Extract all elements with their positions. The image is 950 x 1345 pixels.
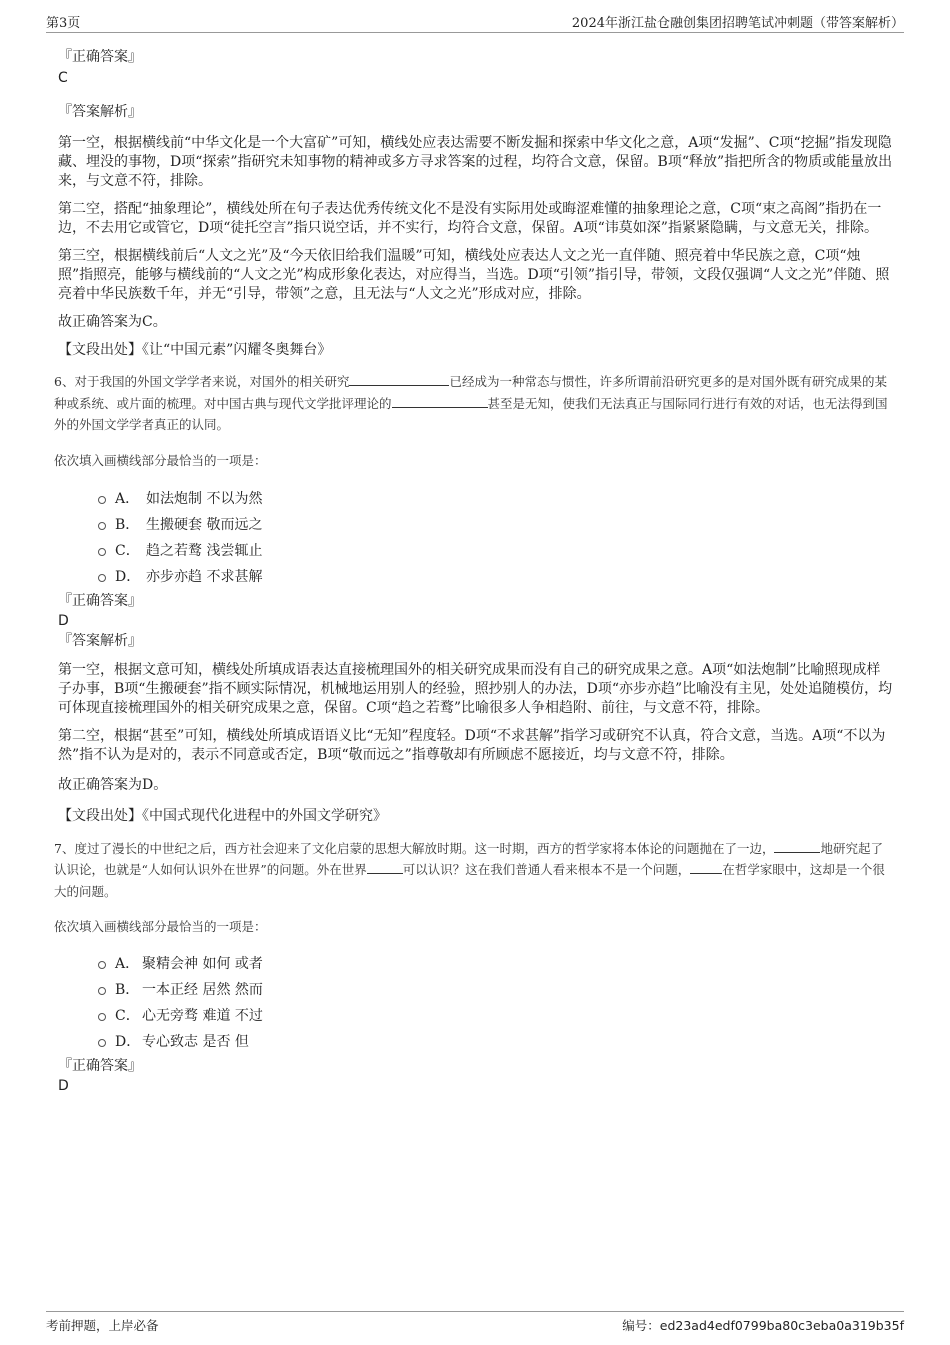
correct-answer-value: C bbox=[58, 70, 68, 86]
option-list bbox=[58, 486, 894, 590]
fill-blank bbox=[392, 393, 488, 408]
correct-answer-value: D bbox=[58, 1078, 69, 1094]
question-prompt: 依次填入画横线部分最恰当的一项是： bbox=[54, 919, 267, 934]
option-b[interactable]: B． 一本正经 居然 然而 bbox=[58, 977, 894, 1003]
question-stem: 6、对于我国的外国文学学者来说，对国外的相关研究 已经成为一种常态与惯性，许多所谓前沿研究更多的是对国外既有研究成果的某种或系统、或片面的梳理。对中国古典与现代文学批评理论的 甚至是无知，使我们无法真正与国际同行进行有效的对话，也无法得到国外的外国文学学者真正的认同。 bbox=[54, 371, 894, 436]
fill-blank bbox=[774, 838, 820, 853]
radio-button[interactable] bbox=[98, 548, 106, 556]
option-c[interactable]: C． 趋之若鹜 浅尝辄止 bbox=[58, 538, 894, 564]
correct-answer-label: 『正确答案』 bbox=[58, 592, 142, 609]
radio-button[interactable] bbox=[98, 496, 106, 504]
radio-button[interactable] bbox=[98, 987, 106, 995]
fill-blank bbox=[349, 371, 449, 386]
fill-blank bbox=[690, 859, 722, 874]
analysis-conclusion: 故正确答案为C。 bbox=[58, 314, 167, 330]
option-b[interactable]: B． 生搬硬套 敬而远之 bbox=[58, 512, 894, 538]
option-a[interactable]: A． 如法炮制 不以为然 bbox=[58, 486, 894, 512]
radio-button[interactable] bbox=[98, 522, 106, 530]
page-content bbox=[54, 44, 894, 1096]
passage-source: 【文段出处】《让“中国元素”闪耀冬奥舞台》 bbox=[58, 342, 332, 358]
option-list bbox=[58, 951, 894, 1055]
correct-answer-label: 『正确答案』 bbox=[58, 49, 142, 65]
option-d[interactable]: D． 专心致志 是否 但 bbox=[58, 1029, 894, 1055]
analysis-conclusion: 故正确答案为D。 bbox=[58, 776, 168, 793]
option-d[interactable]: D． 亦步亦趋 不求甚解 bbox=[58, 564, 894, 590]
analysis-paragraph: 第一空，根据横线前“中华文化是一个大富矿”可知，横线处应表达需要不断发掘和探索中华文化之意，A项“发掘”、C项“挖掘”指发现隐藏、埋没的事物，D项“探索”指研究未知事物的精神或多方寻求答案的过程，均符合文意，保留。B项“释放”指把所含的物质或能量放出来，与文意不符，排除。 bbox=[58, 135, 893, 189]
option-c[interactable]: C． 心无旁骛 难道 不过 bbox=[58, 1003, 894, 1029]
analysis-paragraph: 第一空，根据文意可知，横线处所填成语表达直接梳理国外的相关研究成果而没有自己的研究成果之意。A项“如法炮制”比喻照现成样子办事，B项“生搬硬套”指不顾实际情况，机械地运用别人的经验，照抄别人的办法，D项“亦步亦趋”比喻没有主见，处处追随模仿，均可体现直接梳理国外的相关研究成果之意，保留。C项“趋之若鹜”比喻很多人争相趋附、前往，与文意不符，排除。 bbox=[58, 661, 893, 716]
page-footer bbox=[46, 1311, 904, 1334]
document-code: 编号：ed23ad4edf0799ba80c3eba0a319b35f bbox=[622, 1318, 904, 1333]
radio-button[interactable] bbox=[98, 574, 106, 582]
question-prompt: 依次填入画横线部分最恰当的一项是： bbox=[54, 452, 267, 468]
analysis-paragraph: 第二空，搭配“抽象理论”，横线处所在句子表达优秀传统文化不是没有实际用处或晦涩难懂的抽象理论之意，C项“束之高阁”指扔在一边，不去用它或管它，D项“徒托空言”指只说空话，并不实行，均符合文意，保留。A项“讳莫如深”指紧紧隐瞒，与文意无关，排除。 bbox=[58, 201, 882, 236]
radio-button[interactable] bbox=[98, 961, 106, 969]
analysis-label: 『答案解析』 bbox=[58, 104, 142, 120]
correct-answer-label: 『正确答案』 bbox=[58, 1058, 142, 1074]
footer-slogan: 考前押题，上岸必备 bbox=[46, 1318, 159, 1333]
radio-button[interactable] bbox=[98, 1013, 106, 1021]
page-header bbox=[46, 12, 904, 33]
document-title: 2024年浙江盐仓融创集团招聘笔试冲刺题（带答案解析） bbox=[571, 16, 904, 31]
analysis-paragraph: 第三空，根据横线前后“人文之光”及“今天依旧给我们温暖”可知，横线处应表达人文之光一直伴随、照亮着中华民族之意，C项“烛照”指照亮，能够与横线前的“人文之光”构成形象化表达，对应得当，当选。D项“引领”指引导，带领，文段仅强调“人文之光”伴随、照亮着中华民族数千年，并无“引导，带领”之意，且无法与“人文之光”形成对应，排除。 bbox=[58, 248, 890, 302]
radio-button[interactable] bbox=[98, 1039, 106, 1047]
analysis-label: 『答案解析』 bbox=[58, 632, 142, 649]
question-stem: 7、度过了漫长的中世纪之后，西方社会迎来了文化启蒙的思想大解放时期。这一时期，西方的哲学家将本体论的问题抛在了一边， 地研究起了认识论，也就是“人如何认识外在世界”的问题。外在世界 可以认识？这在我们普通人看来根本不是一个问题， 在哲学家眼中，这却是一个很大的问题。 bbox=[54, 838, 894, 903]
page-number: 第3页 bbox=[46, 16, 81, 31]
option-a[interactable]: A． 聚精会神 如何 或者 bbox=[58, 951, 894, 977]
correct-answer-value: D bbox=[58, 612, 69, 629]
passage-source: 【文段出处】《中国式现代化进程中的外国文学研究》 bbox=[58, 807, 387, 824]
fill-blank bbox=[367, 859, 403, 874]
analysis-paragraph: 第二空，根据“甚至”可知，横线处所填成语语义比“无知”程度轻。D项“不求甚解”指学习或研究不认真，符合文意，当选。A项“不以为然”指不认为是对的，表示不同意或否定，B项“敬而远之”指尊敬却有所顾虑不愿接近，均与文意不符，排除。 bbox=[58, 727, 886, 763]
